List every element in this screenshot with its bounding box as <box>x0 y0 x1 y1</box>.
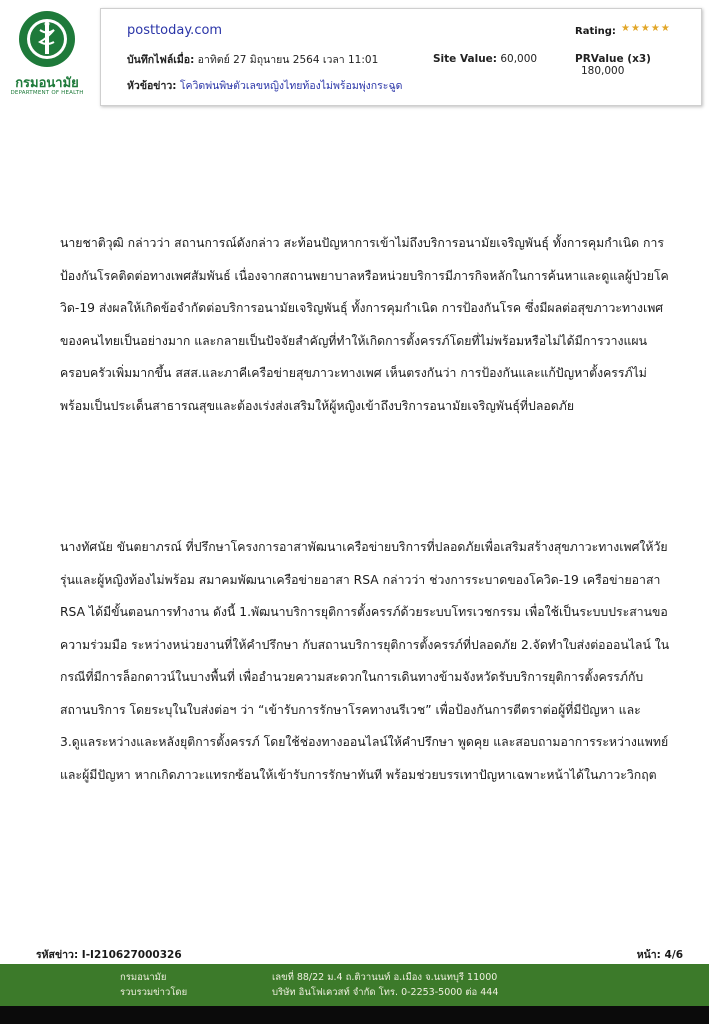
headline-label: หัวข้อข่าว: <box>127 80 177 92</box>
page-header <box>0 0 709 112</box>
footer-bar <box>0 964 709 1006</box>
prvalue-row <box>575 53 701 77</box>
page-number <box>637 946 683 963</box>
news-code-value: I-I210627000326 <box>81 949 182 961</box>
saved-label: บันทึกไฟล์เมื่อ: <box>127 54 195 66</box>
prvalue-label: PRValue (x3) <box>575 53 651 65</box>
page-value: 4/6 <box>664 949 683 961</box>
site-value-label: Site Value: <box>433 53 497 65</box>
news-code <box>36 946 182 963</box>
logo-subtitle: DEPARTMENT OF HEALTH <box>10 90 84 96</box>
page-label: หน้า: <box>636 949 661 961</box>
bottom-edge <box>0 1006 709 1024</box>
department-of-health-logo <box>8 10 86 100</box>
site-name[interactable]: posttoday.com <box>127 23 223 38</box>
saved-row <box>127 51 378 68</box>
prvalue: 180,000 <box>581 65 625 77</box>
headline-link[interactable]: โควิดพ่นพิษตัวเลขหญิงไทยท้องไม่พร้อมพุ่งกระฉูด <box>179 80 403 92</box>
news-code-label: รหัสข่าว: <box>36 949 79 961</box>
site-value-row <box>433 53 537 65</box>
footer-right <box>272 970 498 1000</box>
news-metadata-box <box>100 8 702 106</box>
article-paragraph-1: นายชาติวุฒิ กล่าวว่า สถานการณ์ดังกล่าว สะท้อนปัญหาการเข้าไม่ถึงบริการอนามัยเจริญพันธุ์ ทั้งการคุมกำเนิด การป้องกันโรคติดต่อทางเพศสัมพันธ์ เนื่องจากสถานพยาบาลหรือหน่วยบริการมีภารกิจหลักในการค้นหาและดูแลผู้ป่วยโควิด-19 ส่งผลให้เกิดข้อจำกัดต่อบริการอนามัยเจริญพันธุ์ ทั้งการคุมกำเนิด การป้องกันโรค ซึ่งมีผลต่อสุขภาวะทางเพศของคนไทยเป็นอย่างมาก และกลายเป็นปัจจัยสำคัญที่ทำให้เกิดการตั้งครรภ์โดยที่ไม่พร้อมหรือไม่ได้มีการวางแผนครอบครัวเพิ่มมากขึ้น สสส.และภาคีเครือข่ายสุขภาวะทางเพศ เห็นตรงกันว่า การป้องกันและแก้ปัญหาตั้งครรภ์ไม่พร้อมเป็นประเด็นสาธารณสุขและต้องเร่งส่งเสริมให้ผู้หญิงเข้าถึงบริการอนามัยเจริญพันธุ์ที่ปลอดภัย <box>60 236 669 413</box>
footer-left-line1: กรมอนามัย <box>120 972 167 983</box>
site-value: 60,000 <box>500 53 538 65</box>
rating-label: Rating: <box>575 26 616 37</box>
saved-value: อาทิตย์ 27 มิถุนายน 2564 เวลา 11:01 <box>197 54 379 66</box>
logo-name: กรมอนามัย <box>15 76 79 91</box>
article-paragraph-2: นางทัศนัย ขันตยาภรณ์ ที่ปรึกษาโครงการอาสาพัฒนาเครือข่ายบริการที่ปลอดภัยเพื่อเสริมสร้างสุขภาวะทางเพศให้วัยรุ่นและผู้หญิงท้องไม่พร้อม สมาคมพัฒนาเครือข่ายอาสา RSA กล่าวว่า ช่วงการระบาดของโควิด-19 เครือข่ายอาสา RSA ได้มีขั้นตอนการทำงาน ดังนี้ 1.พัฒนาบริการยุติการตั้งครรภ์ด้วยระบบโทรเวชกรรม เพื่อใช้เป็นระบบประสานขอความร่วมมือ ระหว่างหน่วยงานที่ให้คำปรึกษา กับสถานบริการยุติการตั้งครรภ์ที่ปลอดภัย 2.จัดทำใบส่งต่อออนไลน์ ในกรณีที่มีการล็อกดาวน์ในบางพื้นที่ เพื่ออำนวยความสะดวกในการเดินทางข้ามจังหวัดรับบริการยุติการตั้งครรภ์กับสถานบริการ โดยระบุในใบส่งต่อฯ ว่า “เข้ารับการรักษาโรคทางนรีเวช” เพื่อป้องกันการตีตราต่อผู้ที่มีปัญหา และ 3.ดูแลระหว่างและหลังยุติการตั้งครรภ์ โดยใช้ช่องทางออนไลน์ให้คำปรึกษา พูดคุย และสอบถามอาการระหว่างแพทย์และผู้มีปัญหา หากเกิดภาวะแทรกซ้อนให้เข้ารับการรักษาทันที พร้อมช่วยบรรเทาปัญหาเฉพาะหน้าได้ในภาวะวิกฤต <box>60 540 670 782</box>
health-seal-icon <box>18 10 76 68</box>
footer-left-line2: รวบรวมข่าวโดย <box>120 987 188 998</box>
footer-left <box>120 970 187 1000</box>
rating-stars-icon: ★★★★★ <box>621 23 671 34</box>
footer-company: บริษัท อินโฟเควสท์ จำกัด โทร. 0-2253-5000 ต่อ 444 <box>272 987 499 998</box>
footer-address: เลขที่ 88/22 ม.4 ถ.ติวานนท์ อ.เมือง จ.นนทบุรี 11000 <box>272 972 498 983</box>
headline-row <box>127 77 402 94</box>
